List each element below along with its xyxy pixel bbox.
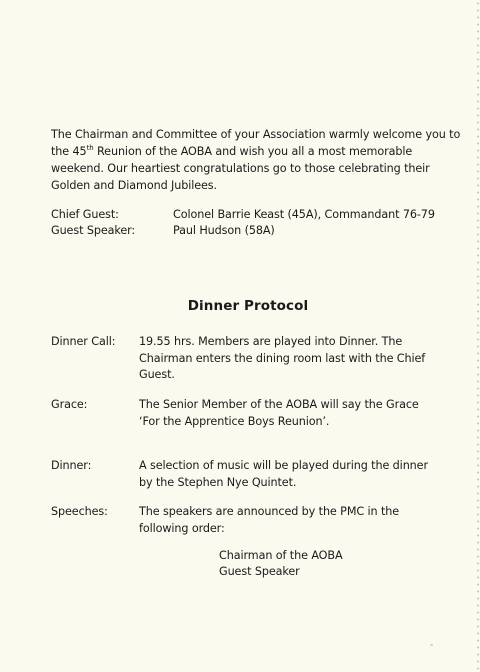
chief-guest-value: Colonel Barrie Keast (45A), Commandant 76-79 bbox=[173, 208, 435, 221]
welcome-text-start: The Chairman and Committee of your Association warmly welcome you to the 45 bbox=[51, 128, 461, 158]
protocol-item-text: A selection of music will be played during the dinner by the Stephen Nye Quintet. bbox=[139, 459, 428, 489]
protocol-item-label: Dinner Call: bbox=[51, 335, 116, 348]
speaker-order-list bbox=[219, 548, 343, 580]
protocol-item-label: Speeches: bbox=[51, 505, 108, 518]
speaker-order-item: Chairman of the AOBA bbox=[219, 549, 343, 562]
paper-speck bbox=[430, 644, 433, 646]
protocol-item-text: The speakers are announced by the PMC in the following order: bbox=[139, 505, 400, 535]
protocol-item-label: Dinner: bbox=[51, 459, 92, 472]
ordinal-suffix: th bbox=[86, 144, 94, 152]
protocol-item-text: 19.55 hrs. Members are played into Dinner. The Chairman enters the dining room last with the Chief Guest. bbox=[139, 335, 426, 381]
welcome-text-end: Reunion of the AOBA and wish you all a most memorable weekend. Our heartiest congratulations go to those celebrating their Golden and Diamond Jubilees. bbox=[51, 145, 430, 192]
protocol-item-label: Grace: bbox=[51, 398, 88, 411]
welcome-paragraph bbox=[51, 126, 461, 194]
speaker-order-item: Guest Speaker bbox=[219, 565, 300, 578]
protocol-item-text: The Senior Member of the AOBA will say the Grace ‘For the Apprentice Boys Reunion’. bbox=[139, 398, 419, 428]
dinner-protocol-heading: Dinner Protocol bbox=[187, 298, 309, 314]
page-edge-perforation bbox=[477, 0, 479, 672]
guest-speaker-label: Guest Speaker: bbox=[51, 224, 136, 237]
chief-guest-label: Chief Guest: bbox=[51, 208, 119, 221]
guest-speaker-value: Paul Hudson (58A) bbox=[173, 224, 275, 237]
